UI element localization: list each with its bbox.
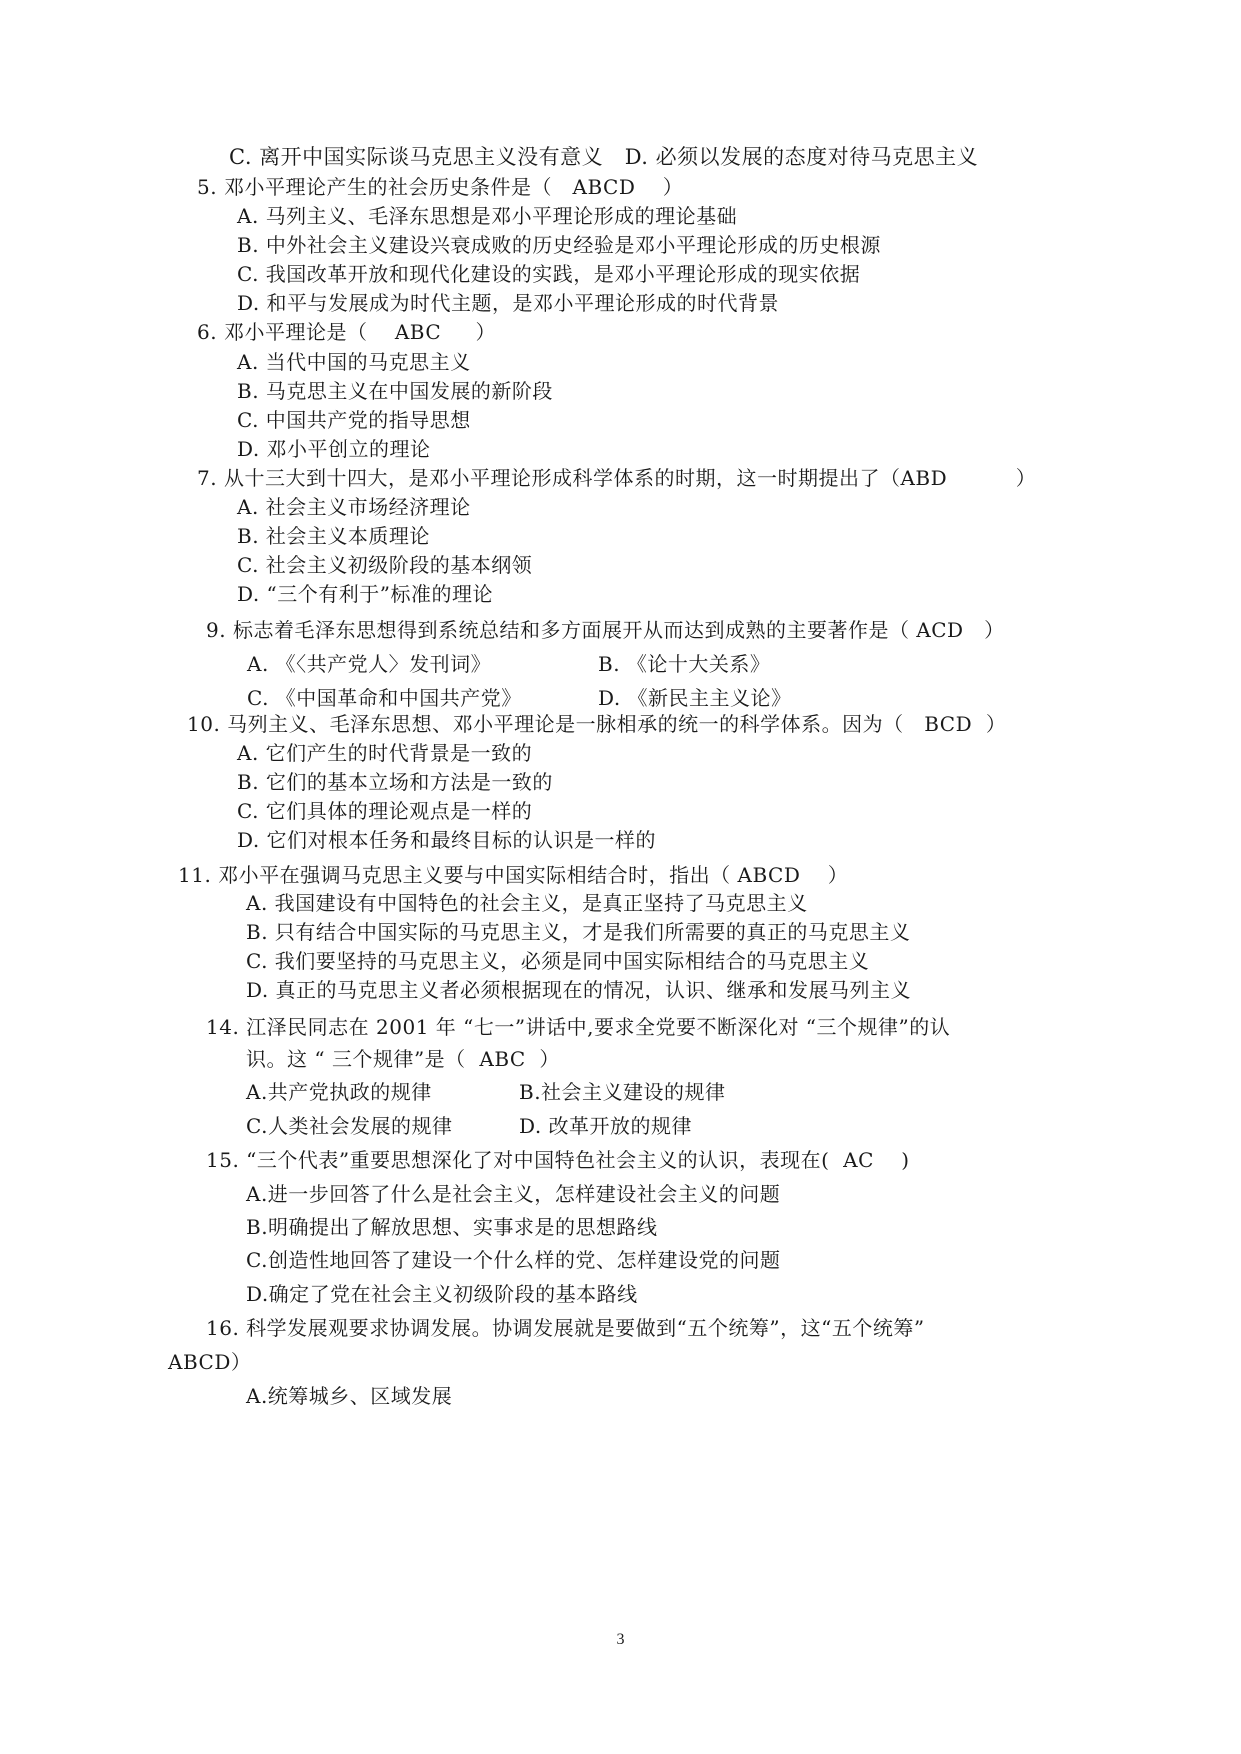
option-15d: D.确定了党在社会主义初级阶段的基本路线 — [246, 1282, 638, 1306]
page-number: 3 — [616, 1631, 625, 1648]
option-16a: A.统筹城乡、区域发展 — [246, 1384, 453, 1408]
question-7: 7. 从十三大到十四大，是邓小平理论形成科学体系的时期，这一时期提出了（ABD ） — [197, 466, 1037, 490]
option-6b: B. 马克思主义在中国发展的新阶段 — [237, 379, 553, 403]
option-5a: A. 马列主义、毛泽东思想是邓小平理论形成的理论基础 — [237, 204, 738, 228]
option-9c: C. 《中国革命和中国共产党》 — [247, 686, 522, 710]
option-15a: A.进一步回答了什么是社会主义，怎样建设社会主义的问题 — [246, 1182, 781, 1206]
question-6: 6. 邓小平理论是（ ABC ） — [197, 320, 496, 344]
option-6d: D. 邓小平创立的理论 — [237, 437, 431, 461]
option-5b: B. 中外社会主义建设兴衰成败的历史经验是邓小平理论形成的历史根源 — [237, 233, 881, 257]
option-7c: C. 社会主义初级阶段的基本纲领 — [237, 553, 533, 577]
option-7a: A. 社会主义市场经济理论 — [237, 495, 471, 519]
option-10d: D. 它们对根本任务和最终目标的认识是一样的 — [237, 828, 657, 852]
option-9a: A. 《〈共产党人〉发刊词》 — [247, 652, 492, 676]
option-9b: B. 《论十大关系》 — [598, 652, 771, 676]
option-10b: B. 它们的基本立场和方法是一致的 — [237, 770, 553, 794]
question-16: 16. 科学发展观要求协调发展。协调发展就是要做到“五个统筹”，这“五个统筹” — [206, 1316, 925, 1340]
question-9: 9. 标志着毛泽东思想得到系统总结和多方面展开从而达到成熟的主要著作是（ ACD ） — [206, 618, 1005, 642]
option-7d: D. “三个有利于”标准的理论 — [237, 582, 493, 606]
option-11a: A. 我国建设有中国特色的社会主义，是真正坚持了马克思主义 — [246, 891, 808, 915]
question-16-answer: ABCD） — [168, 1350, 252, 1374]
option-14d: D. 改革开放的规律 — [519, 1114, 693, 1138]
option-7b: B. 社会主义本质理论 — [237, 524, 430, 548]
question-14: 14. 江泽民同志在 2001 年 “七一”讲话中,要求全党要不断深化对 “三个规律”的认 — [206, 1015, 951, 1039]
question-11: 11. 邓小平在强调马克思主义要与中国实际相结合时，指出（ ABCD ） — [178, 863, 849, 887]
option-10a: A. 它们产生的时代背景是一致的 — [237, 741, 533, 765]
option-15b: B.明确提出了解放思想、实事求是的思想路线 — [246, 1215, 658, 1239]
option-4c-4d: C. 离开中国实际谈马克思主义没有意义 D. 必须以发展的态度对待马克思主义 — [229, 145, 979, 169]
option-6a: A. 当代中国的马克思主义 — [237, 350, 471, 374]
option-5c: C. 我国改革开放和现代化建设的实践，是邓小平理论形成的现实依据 — [237, 262, 861, 286]
question-15: 15. “三个代表”重要思想深化了对中国特色社会主义的认识，表现在( AC ) — [206, 1148, 910, 1172]
option-11c: C. 我们要坚持的马克思主义，必须是同中国实际相结合的马克思主义 — [246, 949, 870, 973]
question-14-cont: 识。这 “ 三个规律”是（ ABC ） — [246, 1047, 560, 1071]
option-10c: C. 它们具体的理论观点是一样的 — [237, 799, 533, 823]
option-11b: B. 只有结合中国实际的马克思主义，才是我们所需要的真正的马克思主义 — [246, 920, 911, 944]
option-9d: D. 《新民主主义论》 — [598, 686, 792, 710]
option-14a: A.共产党执政的规律 — [246, 1080, 432, 1104]
question-5: 5. 邓小平理论产生的社会历史条件是（ ABCD ） — [197, 175, 684, 199]
option-11d: D. 真正的马克思主义者必须根据现在的情况，认识、继承和发展马列主义 — [246, 978, 912, 1002]
question-10: 10. 马列主义、毛泽东思想、邓小平理论是一脉相承的统一的科学体系。因为（ BCD ） — [187, 712, 1007, 736]
option-15c: C.创造性地回答了建设一个什么样的党、怎样建设党的问题 — [246, 1248, 781, 1272]
option-14b: B.社会主义建设的规律 — [519, 1080, 726, 1104]
option-5d: D. 和平与发展成为时代主题，是邓小平理论形成的时代背景 — [237, 291, 780, 315]
option-14c: C.人类社会发展的规律 — [246, 1114, 453, 1138]
option-6c: C. 中国共产党的指导思想 — [237, 408, 471, 432]
